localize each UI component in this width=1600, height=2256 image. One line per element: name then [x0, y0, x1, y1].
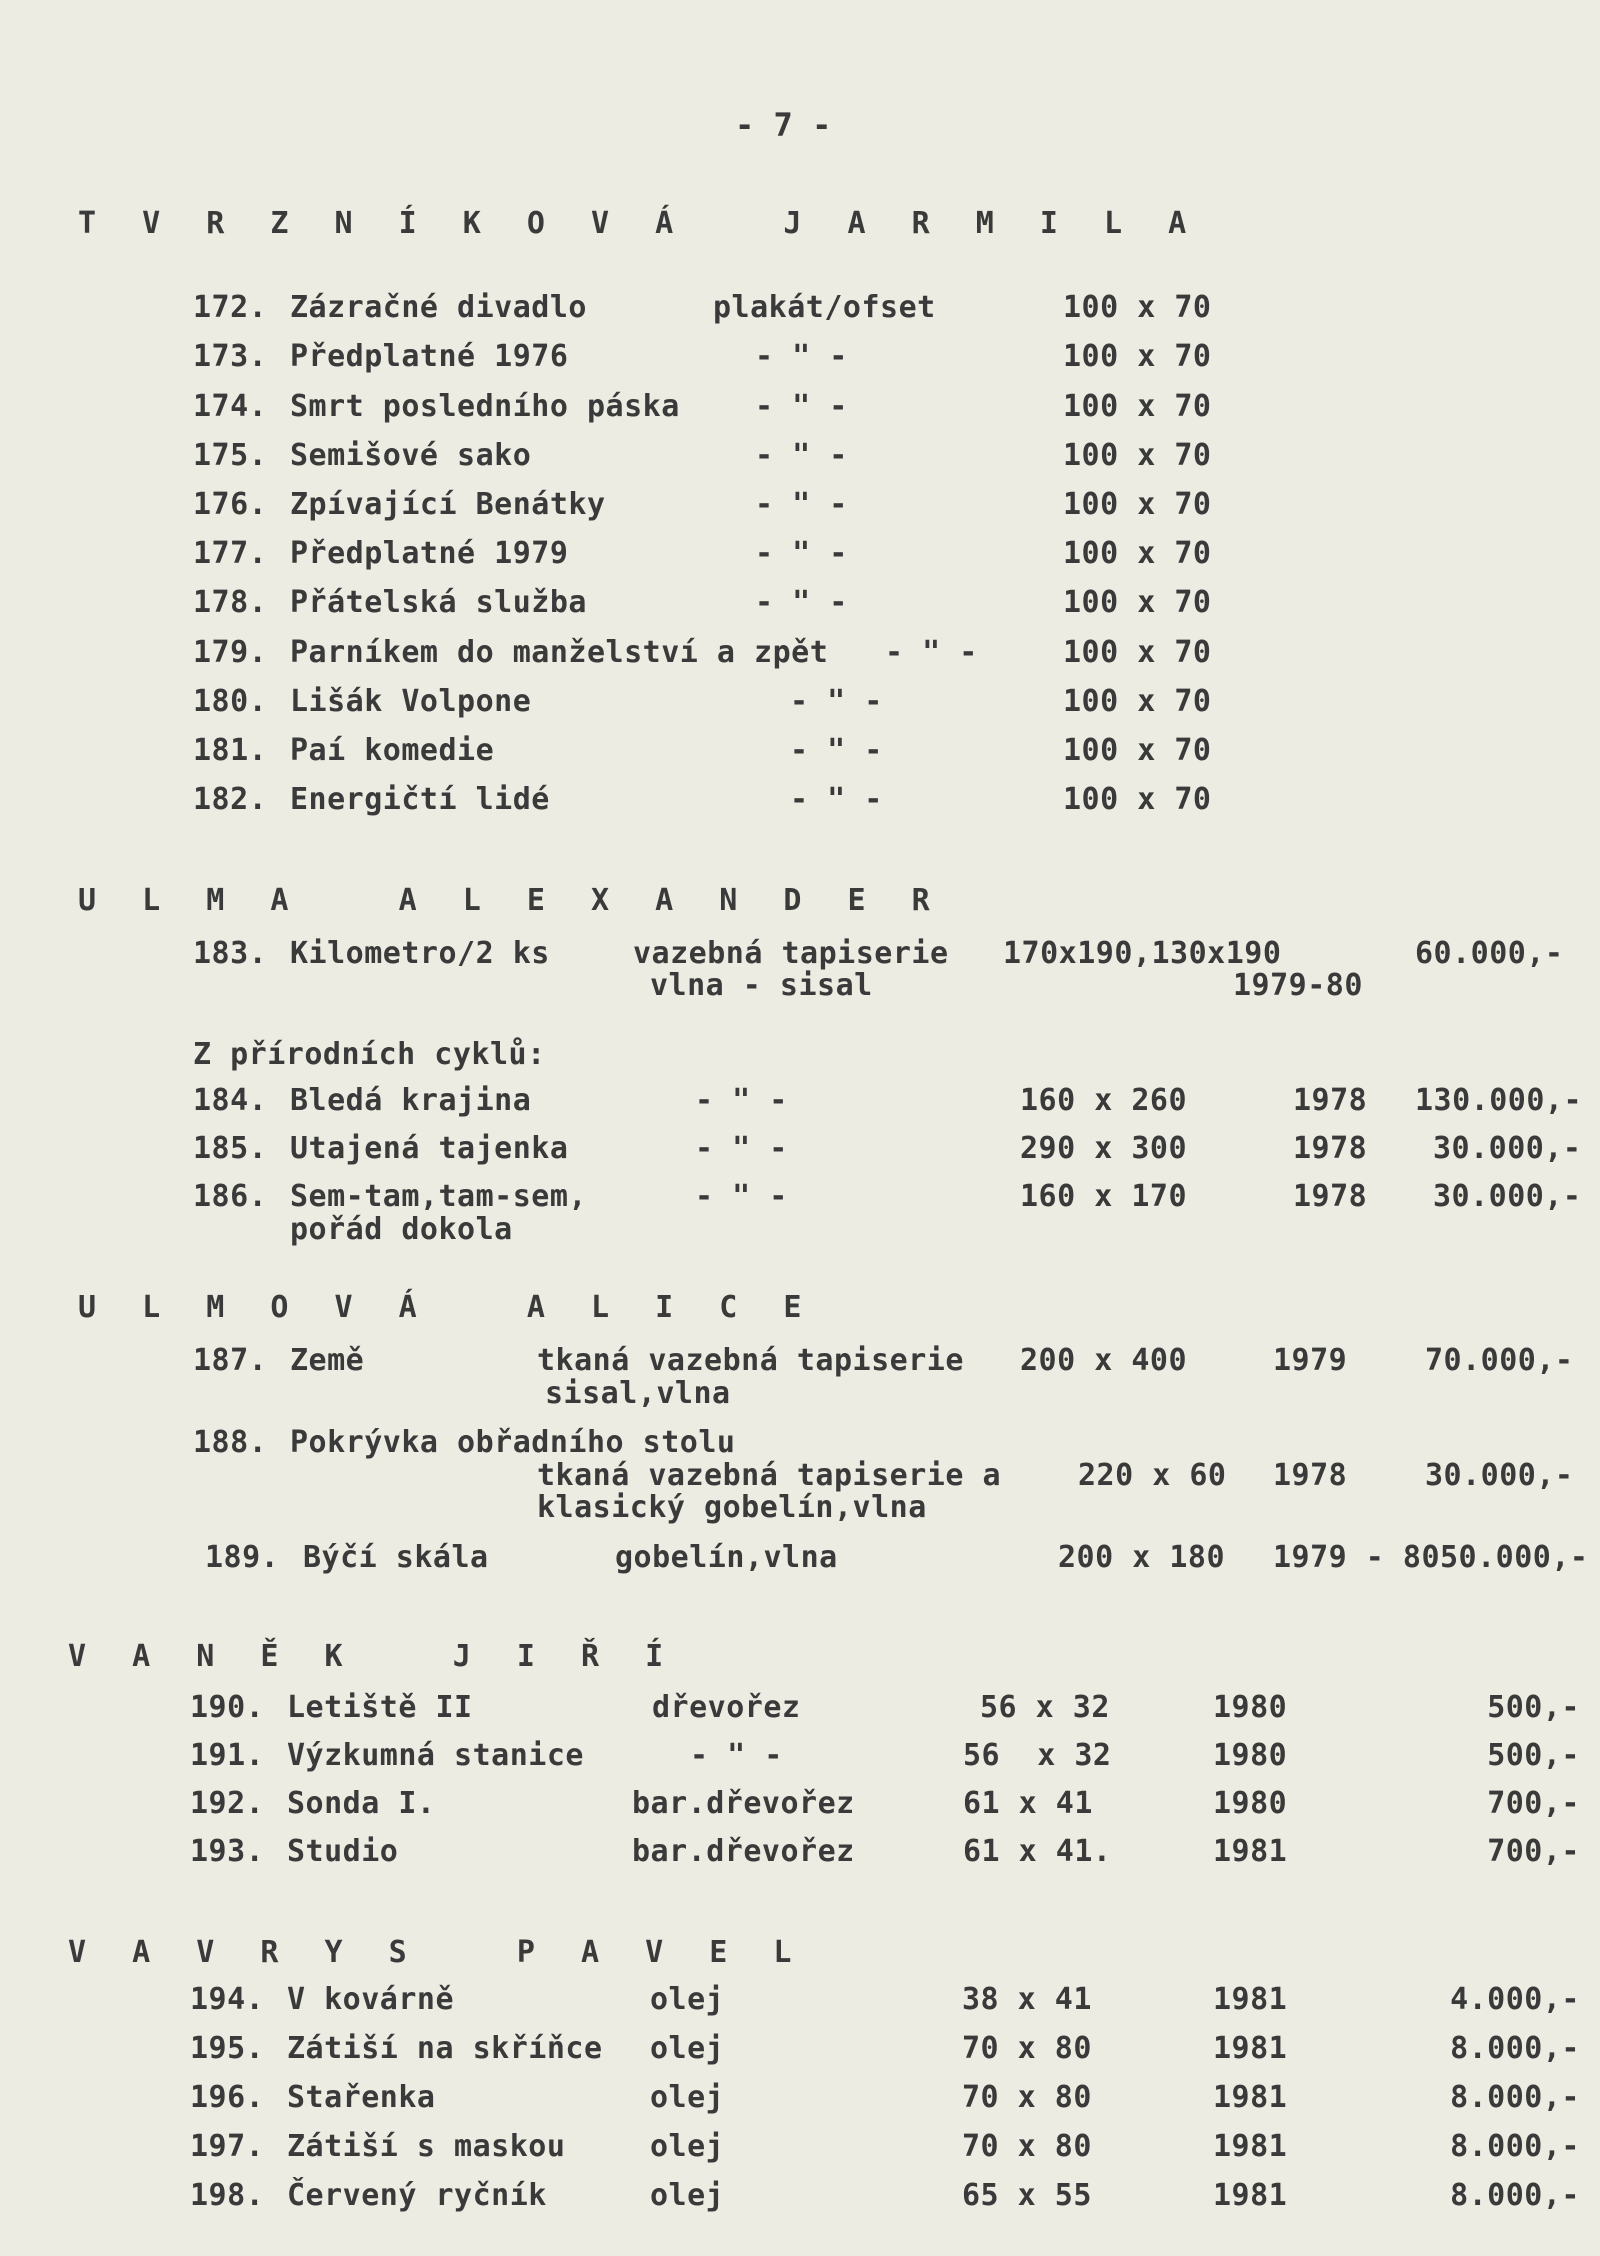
section-heading: V A N Ě K J I Ř Í — [68, 1639, 678, 1674]
section-heading: U L M A A L E X A N D E R — [78, 883, 944, 918]
item-size: 61 x 41. — [963, 1834, 1112, 1869]
item-technique: - " - — [790, 684, 883, 719]
item-title: Přátelská služba — [290, 585, 587, 620]
item-price: 700,- — [1487, 1834, 1580, 1869]
item-year: 1981 — [1213, 1834, 1288, 1869]
item-title: Červený ryčník — [287, 2178, 547, 2213]
item-technique: gobelín,vlna — [615, 1540, 838, 1575]
item-size: 100 x 70 — [1063, 536, 1212, 571]
item-title: Lišák Volpone — [290, 684, 532, 719]
item-number: 174. — [193, 389, 268, 424]
item-technique: tkaná vazebná tapiserie — [537, 1343, 964, 1378]
item-year: 1981 — [1213, 2031, 1288, 2066]
item-title: Zázračné divadlo — [290, 290, 587, 325]
item-size: 70 x 80 — [962, 2080, 1092, 2115]
item-price: 700,- — [1487, 1786, 1580, 1821]
item-technique: - " - — [695, 1179, 788, 1214]
item-number: 176. — [193, 487, 268, 522]
item-year: 1979 — [1273, 1343, 1348, 1378]
item-technique: - " - — [790, 782, 883, 817]
item-price: 30.000,- — [1433, 1179, 1582, 1214]
section-heading: U L M O V Á A L I C E — [78, 1290, 816, 1325]
item-number: 195. — [190, 2031, 265, 2066]
item-number: 194. — [190, 1982, 265, 2017]
item-price: 500,- — [1487, 1738, 1580, 1773]
item-size: 100 x 70 — [1063, 635, 1212, 670]
item-price: 70.000,- — [1425, 1343, 1574, 1378]
item-title: Předplatné 1976 — [290, 339, 569, 374]
item-technique: - " - — [755, 585, 848, 620]
item-year: 1979 - 80 — [1273, 1540, 1441, 1575]
item-year: 1978 — [1293, 1131, 1368, 1166]
item-title: Země — [290, 1343, 365, 1378]
item-technique: olej — [650, 2178, 725, 2213]
item-number: 186. — [193, 1179, 268, 1214]
item-number: 191. — [190, 1738, 265, 1773]
item-price: 50.000,- — [1440, 1540, 1589, 1575]
item-size: 200 x 180 — [1058, 1540, 1226, 1575]
item-number: 196. — [190, 2080, 265, 2115]
item-price: 60.000,- — [1415, 936, 1564, 971]
item-technique: bar.dřevořez — [632, 1786, 855, 1821]
item-price: 30.000,- — [1425, 1458, 1574, 1493]
item-technique: olej — [650, 1982, 725, 2017]
item-size: 100 x 70 — [1063, 684, 1212, 719]
item-size: 56 x 32 — [963, 1738, 1112, 1773]
item-size: 38 x 41 — [962, 1982, 1092, 2017]
item-size: 160 x 170 — [1020, 1179, 1188, 1214]
item-price: 8.000,- — [1450, 2080, 1580, 2115]
item-price: 30.000,- — [1433, 1131, 1582, 1166]
item-technique: - " - — [690, 1738, 783, 1773]
item-number: 181. — [193, 733, 268, 768]
item-title: Studio — [287, 1834, 399, 1869]
item-size: 160 x 260 — [1020, 1083, 1188, 1118]
item-technique: olej — [650, 2031, 725, 2066]
item-size: 100 x 70 — [1063, 585, 1212, 620]
item-year: 1980 — [1213, 1786, 1288, 1821]
item-title: Bledá krajina — [290, 1083, 532, 1118]
item-technique: olej — [650, 2080, 725, 2115]
item-technique: - " - — [755, 438, 848, 473]
item-number: 188. — [193, 1425, 268, 1460]
item-title: Výzkumná stanice — [287, 1738, 584, 1773]
item-number: 184. — [193, 1083, 268, 1118]
item-price: 8.000,- — [1450, 2178, 1580, 2213]
item-number: 179. — [193, 635, 268, 670]
item-year: 1981 — [1213, 2129, 1288, 2164]
item-size: 100 x 70 — [1063, 290, 1212, 325]
item-size: 70 x 80 — [962, 2129, 1092, 2164]
item-number: 193. — [190, 1834, 265, 1869]
item-technique: olej — [650, 2129, 725, 2164]
item-size: 220 x 60 — [1078, 1458, 1227, 1493]
item-title: Sem-tam,tam-sem, — [290, 1179, 587, 1214]
item-title: Letiště II — [287, 1690, 473, 1725]
item-title: Parníkem do manželství a zpět — [290, 635, 829, 670]
item-size: 61 x 41 — [963, 1786, 1093, 1821]
item-number: 189. — [205, 1540, 280, 1575]
item-size: 100 x 70 — [1063, 487, 1212, 522]
item-size: 100 x 70 — [1063, 339, 1212, 374]
item-technique: vazebná tapiserie — [633, 936, 949, 971]
item-number: 182. — [193, 782, 268, 817]
item-size: 100 x 70 — [1063, 782, 1212, 817]
item-size: 70 x 80 — [962, 2031, 1092, 2066]
item-size: 290 x 300 — [1020, 1131, 1188, 1166]
item-size: 65 x 55 — [962, 2178, 1092, 2213]
item-technique: - " - — [695, 1083, 788, 1118]
item-technique: - " - — [695, 1131, 788, 1166]
item-year: 1978 — [1273, 1458, 1348, 1493]
item-number: 172. — [193, 290, 268, 325]
item-technique: - " - — [755, 339, 848, 374]
item-number: 183. — [193, 936, 268, 971]
item-title-continued: pořád dokola — [290, 1212, 513, 1247]
subheading: Z přírodních cyklů: — [193, 1037, 546, 1072]
item-size: 100 x 70 — [1063, 438, 1212, 473]
item-number: 187. — [193, 1343, 268, 1378]
item-size: 170x190,130x190 — [1003, 936, 1282, 971]
section-heading: T V R Z N Í K O V Á J A R M I L A — [78, 206, 1201, 241]
item-price: 4.000,- — [1450, 1982, 1580, 2017]
item-title: V kovárně — [287, 1982, 455, 2017]
item-title: Energičtí lidé — [290, 782, 550, 817]
item-technique: dřevořez — [652, 1690, 801, 1725]
item-technique-detail: vlna - sisal — [650, 968, 873, 1003]
item-number: 197. — [190, 2129, 265, 2164]
item-price: 8.000,- — [1450, 2129, 1580, 2164]
item-year: 1981 — [1213, 2080, 1288, 2115]
item-number: 177. — [193, 536, 268, 571]
item-technique: - " - — [885, 635, 978, 670]
page-number: - 7 - — [735, 106, 832, 144]
item-technique: - " - — [755, 536, 848, 571]
item-year: 1981 — [1213, 2178, 1288, 2213]
item-year: 1980 — [1213, 1690, 1288, 1725]
item-technique: - " - — [790, 733, 883, 768]
item-price: 8.000,- — [1450, 2031, 1580, 2066]
item-technique: tkaná vazebná tapiserie a — [537, 1458, 1002, 1493]
item-year: 1978 — [1293, 1083, 1368, 1118]
section-heading: V A V R Y S P A V E L — [68, 1935, 806, 1970]
item-title: Sonda I. — [287, 1786, 436, 1821]
item-title: Utajená tajenka — [290, 1131, 569, 1166]
item-title: Semišové sako — [290, 438, 532, 473]
item-title: Smrt posledního páska — [290, 389, 680, 424]
item-number: 178. — [193, 585, 268, 620]
item-technique-detail: klasický gobelín,vlna — [537, 1490, 927, 1525]
item-year: 1978 — [1293, 1179, 1368, 1214]
item-title: Zátiší s maskou — [287, 2129, 566, 2164]
item-year: 1980 — [1213, 1738, 1288, 1773]
item-size: 100 x 70 — [1063, 389, 1212, 424]
item-title: Pokrývka obřadního stolu — [290, 1425, 736, 1460]
item-size: 100 x 70 — [1063, 733, 1212, 768]
item-size: 56 x 32 — [980, 1690, 1110, 1725]
item-technique: - " - — [755, 389, 848, 424]
item-number: 180. — [193, 684, 268, 719]
item-number: 198. — [190, 2178, 265, 2213]
item-price: 500,- — [1487, 1690, 1580, 1725]
item-title: Býčí skála — [303, 1540, 489, 1575]
item-year: 1981 — [1213, 1982, 1288, 2017]
item-technique: plakát/ofset — [713, 290, 936, 325]
item-size: 200 x 400 — [1020, 1343, 1188, 1378]
item-number: 173. — [193, 339, 268, 374]
item-title: Zpívající Benátky — [290, 487, 606, 522]
item-number: 175. — [193, 438, 268, 473]
item-title: Předplatné 1979 — [290, 536, 569, 571]
item-title: Zátiší na skříňce — [287, 2031, 603, 2066]
item-number: 190. — [190, 1690, 265, 1725]
item-price: 130.000,- — [1415, 1083, 1583, 1118]
item-year: 1979-80 — [1233, 968, 1363, 1003]
item-technique: - " - — [755, 487, 848, 522]
item-number: 192. — [190, 1786, 265, 1821]
item-title: Kilometro/2 ks — [290, 936, 550, 971]
item-title: Paí komedie — [290, 733, 495, 768]
item-number: 185. — [193, 1131, 268, 1166]
item-technique-detail: sisal,vlna — [545, 1376, 731, 1411]
item-title: Stařenka — [287, 2080, 436, 2115]
item-technique: bar.dřevořez — [632, 1834, 855, 1869]
